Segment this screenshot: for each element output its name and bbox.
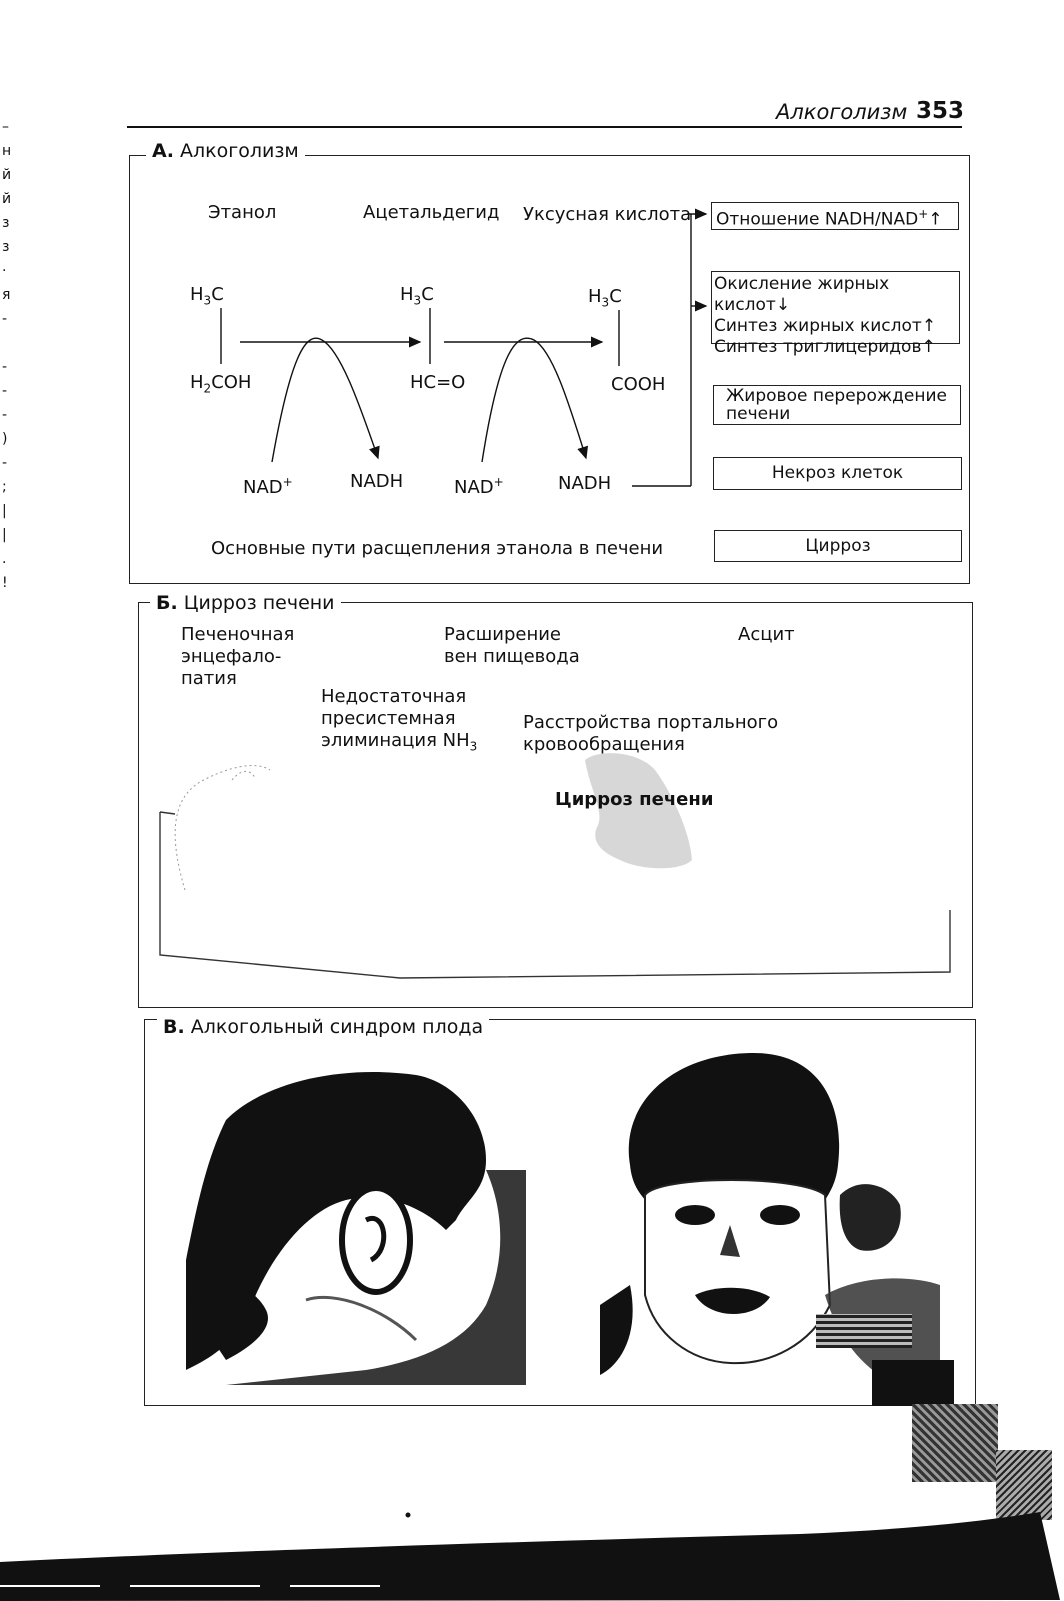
scan-artifact-block — [872, 1360, 954, 1406]
infant-profile-photo — [186, 1060, 526, 1385]
panel-a-caption: Основные пути расщепления этанола в печени — [211, 538, 664, 559]
ethanol-top-group: $H_3C$ — [190, 284, 224, 308]
varices-label: Расширение вен пищевода — [444, 624, 580, 667]
cofactor-nadh-1: NADH — [350, 471, 404, 492]
lipid-line: Синтез жирных кислот↑ — [714, 316, 937, 336]
margin-glyph: - — [2, 455, 8, 471]
compound-name-acetic-acid: Уксусная кислота — [523, 204, 692, 225]
margin-glyph: . — [2, 551, 7, 567]
fatty-liver-box: Жировое перерождение печени — [713, 385, 961, 425]
ascites-label: Асцит — [738, 624, 795, 645]
margin-glyph: н — [2, 143, 12, 159]
margin-glyph: й — [2, 191, 12, 207]
panel-c-title-text: Алкогольный синдром плода — [190, 1016, 484, 1038]
acetaldehyde-bottom-group: HC=O — [410, 372, 466, 393]
cofactor-nad-1: NAD+ — [243, 475, 293, 498]
ethanol-bottom-group: $H_2COH$ — [190, 372, 252, 396]
compound-name-acetaldehyde: Ацетальдегид — [363, 202, 500, 223]
cofactor-nadh-2: NADH — [558, 473, 612, 494]
ear-outline — [232, 771, 255, 780]
acetic-acid-bottom-group: COOH — [611, 374, 666, 395]
cofactor-nad-2: NAD+ — [454, 475, 504, 498]
body-outline — [160, 812, 950, 978]
ratio-box: Отношение NADH/NAD+↑ — [711, 202, 959, 230]
margin-glyph: · — [2, 263, 7, 279]
panel-c-letter: В. — [163, 1016, 185, 1038]
margin-glyph: з — [2, 215, 10, 231]
margin-glyph: й — [2, 167, 12, 183]
margin-glyph: ; — [2, 479, 7, 495]
cirrhosis-box: Цирроз — [714, 530, 962, 562]
cirrhosis-liver-label: Цирроз печени — [555, 789, 714, 810]
body-outline-top — [160, 812, 175, 814]
page-edge-smear — [0, 1500, 1064, 1601]
margin-glyph: - — [2, 311, 8, 327]
margin-glyph: ) — [2, 431, 8, 447]
page-number: 353 — [916, 98, 965, 124]
scan-artifact-block — [912, 1404, 998, 1482]
panel-b-title-text: Цирроз печени — [183, 592, 335, 614]
acetaldehyde-top-group: $H_3C$ — [400, 284, 434, 308]
panel-a-title-text: Алкоголизм — [179, 140, 299, 162]
necrosis-box: Некроз клеток — [713, 457, 962, 490]
lipid-line: Синтез триглицеридов↑ — [714, 337, 936, 357]
margin-glyph: я — [2, 287, 11, 303]
margin-glyph: | — [2, 527, 7, 543]
lipid-line: Окисление жирных кислот↓ — [714, 274, 890, 315]
nh3-elimination-label: Недостаточная пресистемная элиминация $NH_3$ — [321, 686, 478, 754]
running-title: Алкоголизм — [776, 100, 908, 124]
panel-c-title — [157, 1016, 489, 1038]
margin-glyph: - — [2, 407, 8, 423]
compound-name-ethanol: Этанол — [208, 202, 277, 223]
margin-glyph: - — [2, 359, 8, 375]
panel-a-letter: А. — [152, 140, 174, 162]
head-outline — [175, 766, 270, 890]
panel-b-letter: Б. — [156, 592, 178, 614]
portal-circulation-label: Расстройства портального кровообращения — [523, 712, 779, 755]
margin-glyph: ! — [2, 575, 8, 591]
margin-glyph: - — [2, 383, 8, 399]
scan-artifact-block — [816, 1314, 912, 1348]
encephalopathy-label: Печеночная энцефало- патия — [181, 624, 295, 689]
margin-glyph: | — [2, 503, 7, 519]
margin-glyph: з — [2, 239, 10, 255]
acetic-acid-top-group: $H_3C$ — [588, 286, 622, 310]
margin-glyph: – — [2, 119, 9, 135]
